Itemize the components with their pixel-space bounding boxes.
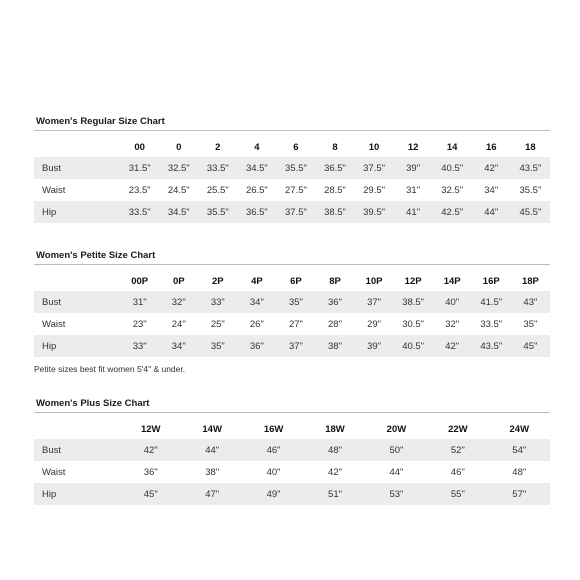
table-row — [34, 157, 550, 179]
table-cell: 32" — [159, 291, 198, 313]
table-cell: 42.5" — [433, 201, 472, 223]
table-cell: 39" — [394, 157, 433, 179]
table-cell: 41.5" — [472, 291, 511, 313]
table-row — [34, 461, 550, 483]
table-cell: 44" — [472, 201, 511, 223]
table-cell: 47" — [181, 483, 242, 505]
table-cell: 38" — [315, 335, 354, 357]
size-header: 20W — [386, 423, 407, 435]
table-cell: 33" — [198, 291, 237, 313]
table-row — [34, 291, 550, 313]
table-cell: 46" — [427, 461, 488, 483]
table-cell: 27" — [276, 313, 315, 335]
table-cell: 43.5" — [472, 335, 511, 357]
table-cell: 34" — [237, 291, 276, 313]
petite-size-table — [34, 271, 550, 357]
plus-size-chart — [34, 396, 550, 505]
size-header: 18P — [521, 275, 539, 287]
table-cell: 33.5" — [472, 313, 511, 335]
table-cell: 39" — [355, 335, 394, 357]
size-header: 12P — [404, 275, 422, 287]
table-cell: 35" — [511, 313, 550, 335]
table-cell: 51" — [304, 483, 365, 505]
size-header: 10 — [368, 141, 380, 153]
plus-size-table — [34, 419, 550, 505]
table-cell: 33" — [120, 335, 159, 357]
size-header: 12W — [140, 423, 161, 435]
table-cell: 29.5" — [355, 179, 394, 201]
table-cell: 33.5" — [198, 157, 237, 179]
size-header: 4 — [254, 141, 260, 153]
table-cell: 43.5" — [511, 157, 550, 179]
size-header: 16W — [263, 423, 284, 435]
table-cell: 29" — [355, 313, 394, 335]
table-cell: 41" — [394, 201, 433, 223]
table-cell: 44" — [181, 439, 242, 461]
size-header: 12 — [407, 141, 419, 153]
size-header: 00P — [131, 275, 149, 287]
table-row — [34, 439, 550, 461]
row-label: Waist — [34, 179, 120, 201]
regular-size-chart-title: Women's Regular Size Chart — [34, 114, 550, 131]
table-cell: 28" — [315, 313, 354, 335]
row-label: Bust — [34, 291, 120, 313]
row-label: Hip — [34, 335, 120, 357]
table-cell: 27.5" — [276, 179, 315, 201]
table-cell: 24" — [159, 313, 198, 335]
size-header: 6P — [290, 275, 302, 287]
table-row — [34, 201, 550, 223]
table-cell: 23.5" — [120, 179, 159, 201]
petite-header-row — [34, 271, 550, 291]
table-cell: 37" — [355, 291, 394, 313]
table-cell: 38" — [181, 461, 242, 483]
petite-size-chart — [34, 248, 550, 357]
size-header: 14W — [202, 423, 222, 435]
table-cell: 42" — [304, 461, 365, 483]
table-cell: 46" — [243, 439, 304, 461]
table-cell: 42" — [472, 157, 511, 179]
table-cell: 36" — [237, 335, 276, 357]
table-cell: 32.5" — [159, 157, 198, 179]
size-header: 18 — [525, 141, 536, 153]
size-header: 14 — [446, 141, 458, 153]
table-cell: 36" — [120, 461, 181, 483]
table-cell: 32" — [433, 313, 472, 335]
table-cell: 25" — [198, 313, 237, 335]
row-label-header — [34, 419, 120, 439]
table-cell: 36" — [315, 291, 354, 313]
row-label-header — [34, 271, 120, 291]
table-cell: 33.5" — [120, 201, 159, 223]
table-row — [34, 179, 550, 201]
plus-header-row — [34, 419, 550, 439]
table-cell: 34.5" — [159, 201, 198, 223]
table-cell: 48" — [489, 461, 550, 483]
table-cell: 35.5" — [198, 201, 237, 223]
table-cell: 50" — [366, 439, 427, 461]
table-cell: 44" — [366, 461, 427, 483]
size-header: 2 — [215, 141, 221, 153]
table-cell: 35" — [276, 291, 315, 313]
table-cell: 42" — [433, 335, 472, 357]
size-header: 2P — [212, 275, 224, 287]
table-cell: 31" — [394, 179, 433, 201]
table-cell: 31.5" — [120, 157, 159, 179]
size-header: 10P — [365, 275, 383, 287]
row-label-header — [34, 137, 120, 157]
size-header: 16 — [485, 141, 497, 153]
size-header: 0 — [176, 141, 182, 153]
table-cell: 53" — [366, 483, 427, 505]
table-cell: 37.5" — [355, 157, 394, 179]
table-cell: 25.5" — [198, 179, 237, 201]
table-cell: 42" — [120, 439, 181, 461]
size-header: 4P — [251, 275, 263, 287]
row-label: Waist — [34, 313, 120, 335]
table-cell: 52" — [427, 439, 488, 461]
table-cell: 30.5" — [394, 313, 433, 335]
row-label: Waist — [34, 461, 120, 483]
table-cell: 31" — [120, 291, 159, 313]
regular-header-row — [34, 137, 550, 157]
table-cell: 37.5" — [276, 201, 315, 223]
size-header: 00 — [134, 141, 145, 153]
table-row — [34, 483, 550, 505]
table-cell: 32.5" — [433, 179, 472, 201]
table-cell: 45" — [120, 483, 181, 505]
table-cell: 38.5" — [315, 201, 354, 223]
table-cell: 26.5" — [237, 179, 276, 201]
table-cell: 45" — [511, 335, 550, 357]
table-cell: 49" — [243, 483, 304, 505]
row-label: Hip — [34, 201, 120, 223]
table-cell: 34.5" — [237, 157, 276, 179]
table-cell: 55" — [427, 483, 488, 505]
size-header: 16P — [482, 275, 500, 287]
table-cell: 37" — [276, 335, 315, 357]
table-cell: 28.5" — [315, 179, 354, 201]
table-cell: 34" — [159, 335, 198, 357]
table-cell: 35.5" — [276, 157, 315, 179]
size-header: 24W — [509, 423, 530, 435]
regular-size-chart — [34, 114, 550, 223]
table-cell: 43" — [511, 291, 550, 313]
table-cell: 40" — [243, 461, 304, 483]
petite-fit-note: Petite sizes best fit women 5'4" & under. — [34, 364, 186, 374]
size-header: 6 — [293, 141, 299, 153]
size-header: 14P — [443, 275, 461, 287]
table-cell: 40.5" — [394, 335, 433, 357]
table-row — [34, 335, 550, 357]
size-header: 8 — [332, 141, 338, 153]
plus-size-chart-title: Women's Plus Size Chart — [34, 396, 550, 413]
table-cell: 26" — [237, 313, 276, 335]
table-cell: 38.5" — [394, 291, 433, 313]
table-cell: 54" — [489, 439, 550, 461]
table-cell: 23" — [120, 313, 159, 335]
table-cell: 45.5" — [511, 201, 550, 223]
row-label: Bust — [34, 157, 120, 179]
size-header: 18W — [325, 423, 345, 435]
petite-size-chart-title: Women's Petite Size Chart — [34, 248, 550, 265]
table-cell: 36.5" — [237, 201, 276, 223]
table-cell: 48" — [304, 439, 365, 461]
table-cell: 24.5" — [159, 179, 198, 201]
table-row — [34, 313, 550, 335]
regular-size-table — [34, 137, 550, 223]
table-cell: 35.5" — [511, 179, 550, 201]
size-header: 8P — [329, 275, 341, 287]
table-cell: 34" — [472, 179, 511, 201]
table-cell: 36.5" — [315, 157, 354, 179]
row-label: Hip — [34, 483, 120, 505]
table-cell: 57" — [489, 483, 550, 505]
row-label: Bust — [34, 439, 120, 461]
table-cell: 39.5" — [355, 201, 394, 223]
size-header: 22W — [448, 423, 468, 435]
table-cell: 40.5" — [433, 157, 472, 179]
table-cell: 35" — [198, 335, 237, 357]
table-cell: 40" — [433, 291, 472, 313]
size-header: 0P — [172, 275, 185, 287]
